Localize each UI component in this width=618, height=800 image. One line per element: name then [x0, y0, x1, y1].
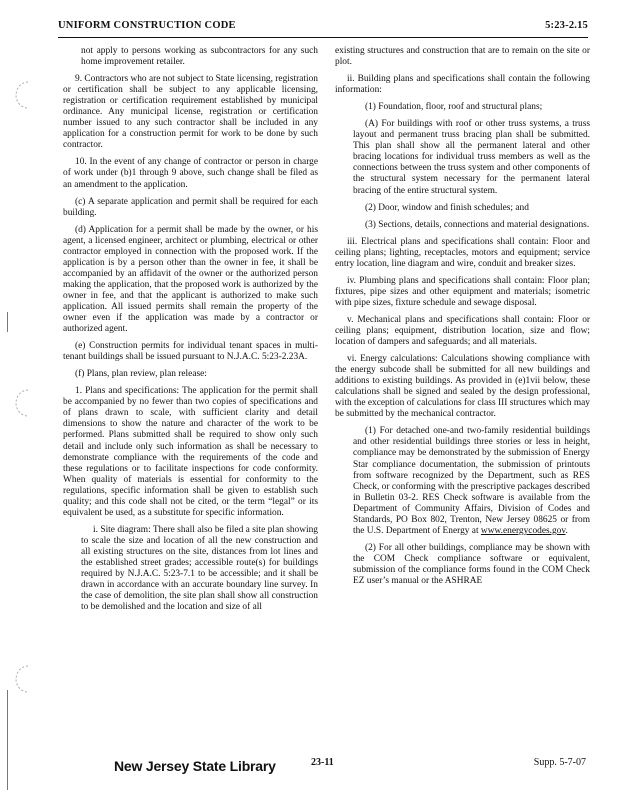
- paragraph: (1) Foundation, floor, roof and structural plans;: [365, 102, 543, 113]
- paragraph: i. Site diagram: There shall also be filed a site plan showing to scale the size and location of all the new construction and all existing structures on the site, distances from lot lines and the established street grades; accessible route(s) for buildings required by N.J.A.C. 5:23-7.1 to be accessible; and it shall be drawn in accordance with an accurate boundary line survey. In the case of demolition, the site plan shall show all construction to be demolished and the location and size of all: [81, 524, 318, 613]
- paragraph: 9. Contractors who are not subject to State licensing, registration or certification shall be subject to any applicable licensing, registration or certification requirement established by municipal ordinance. Any municipal license, registration or certification number issued to any such contractor shall be included in any application for a construction permit for work to be done by such contractor.: [63, 74, 318, 151]
- paragraph: (2) Door, window and finish schedules; and: [365, 202, 529, 213]
- paragraph: ii. Building plans and specifications shall contain the following information:: [335, 74, 590, 96]
- paragraph: not apply to persons working as subcontractors for any such home improvement retailer.: [81, 46, 318, 68]
- margin-scan-line: [7, 312, 8, 332]
- paragraph: (d) Application for a permit shall be made by the owner, or his agent, a licensed engineer, architect or plumbing, electrical or other contractor employed in connection with the proposed work. If the application is by a person other than the owner in fee, it shall be accompanied by an affidavit of the owner or the authorized person making the application, that the proposed work is authorized by the owner in fee, and that the applicant is authorized to make such application. All issued permits shall remain the property of the owner even if the application was made by a contractor or authorized agent.: [63, 224, 318, 335]
- paragraph: (2) For all other buildings, compliance may be shown with the COM Check compliance software or equivalent, submission of the compliance forms found in the COM Check EZ user’s manual or the ASHRAE: [353, 542, 590, 586]
- paragraph: (3) Sections, details, connections and material designations.: [365, 219, 590, 230]
- paragraph: (A) For buildings with roof or other truss systems, a truss layout and permanent truss bracing plan shall be submitted. This plan shall show all the permanent lateral and other bracing locations for individual truss members as well as the connections between the truss system and other components of the structural system necessary for the permanent lateral bracing of the entire structural system.: [353, 119, 590, 196]
- right-column: [335, 46, 590, 593]
- paragraph: (c) A separate application and permit shall be required for each building.: [63, 196, 318, 218]
- energycodes-link[interactable]: www.energycodes.gov: [480, 525, 566, 536]
- paragraph: iii. Electrical plans and specifications shall contain: Floor and ceiling plans; lighting, receptacles, motors and equipment; service entry location, line diagram and wire, conduit and breaker sizes.: [335, 236, 590, 269]
- binder-hole-mark: [8, 78, 38, 112]
- header-section: 5:23-2.15: [545, 20, 588, 31]
- paragraph: 10. In the event of any change of contractor or person in charge of work under (b)1 through 9 above, such change shall be filed as an amendment to the application.: [63, 157, 318, 190]
- page-footer: [0, 754, 618, 784]
- paragraph: vi. Energy calculations: Calculations showing compliance with the energy subcode shall be submitted for all new buildings and additions to existing buildings. As provided in (e)1vii below, these calculations shall be signed and sealed by the design professional, with the exception of calculations for class III structures which may be submitted by the mechanical contractor.: [335, 354, 590, 420]
- paragraph: iv. Plumbing plans and specifications shall contain: Floor plan; fixtures, pipe sizes and other equipment and materials; isometric with pipe sizes, fixture schedule and sewage disposal.: [335, 275, 590, 308]
- paragraph-text: (1) For detached one-and two-family residential buildings and other residential buildings three stories or less in height, compliance may be demonstrated by the submission of Energy Star compliance documentation, the submission of printouts from software recognized by the Department, such as RES Check, or conforming with the prescriptive packages described in Bulletin 03-2. RES Check software is available from the Department of Community Affairs, Division of Codes and Standards, PO Box 802, Trenton, New Jersey 08625 or from the U.S. Department of Energy at: [353, 426, 590, 536]
- binder-hole-mark: [8, 386, 38, 420]
- supplement-date: Supp. 5-7-07: [533, 757, 586, 768]
- header-title: UNIFORM CONSTRUCTION CODE: [58, 20, 236, 31]
- page-number: 23-11: [311, 757, 334, 768]
- paragraph-text: .: [565, 525, 568, 536]
- binder-hole-mark: [8, 662, 38, 696]
- paragraph: v. Mechanical plans and specifications shall contain: Floor or ceiling plans; equipment, distribution location, size and flow; location of dampers and safeguards; and all materials.: [335, 314, 590, 348]
- paragraph: (e) Construction permits for individual tenant spaces in multi-tenant buildings shall be issued pursuant to N.J.A.C. 5:23-2.23A.: [63, 341, 318, 363]
- paragraph: [353, 426, 590, 536]
- paragraph: 1. Plans and specifications: The application for the permit shall be accompanied by no fewer than two copies of specifications and of plans drawn to scale, with sufficient clarity and detail dimensions to show the nature and character of the work to be performed. Plans submitted shall be required to show only such detail and include only such information as shall be necessary to demonstrate compliance with the requirements of the code and these regulations or to facilitate inspections for code conformity. When quality of materials is essential for conformity to the regulations, specific information shall be given to establish such quality; and this code shall not be cited, or the term “legal” or its equivalent be used, as a substitute for specific information.: [63, 386, 318, 518]
- running-header: [58, 20, 588, 36]
- paragraph: existing structures and construction that are to remain on the site or plot.: [335, 46, 590, 68]
- library-watermark: New Jersey State Library: [114, 758, 276, 774]
- header-rule: [58, 37, 588, 38]
- paragraph: (f) Plans, plan review, plan release:: [75, 369, 207, 380]
- left-column: [63, 46, 318, 619]
